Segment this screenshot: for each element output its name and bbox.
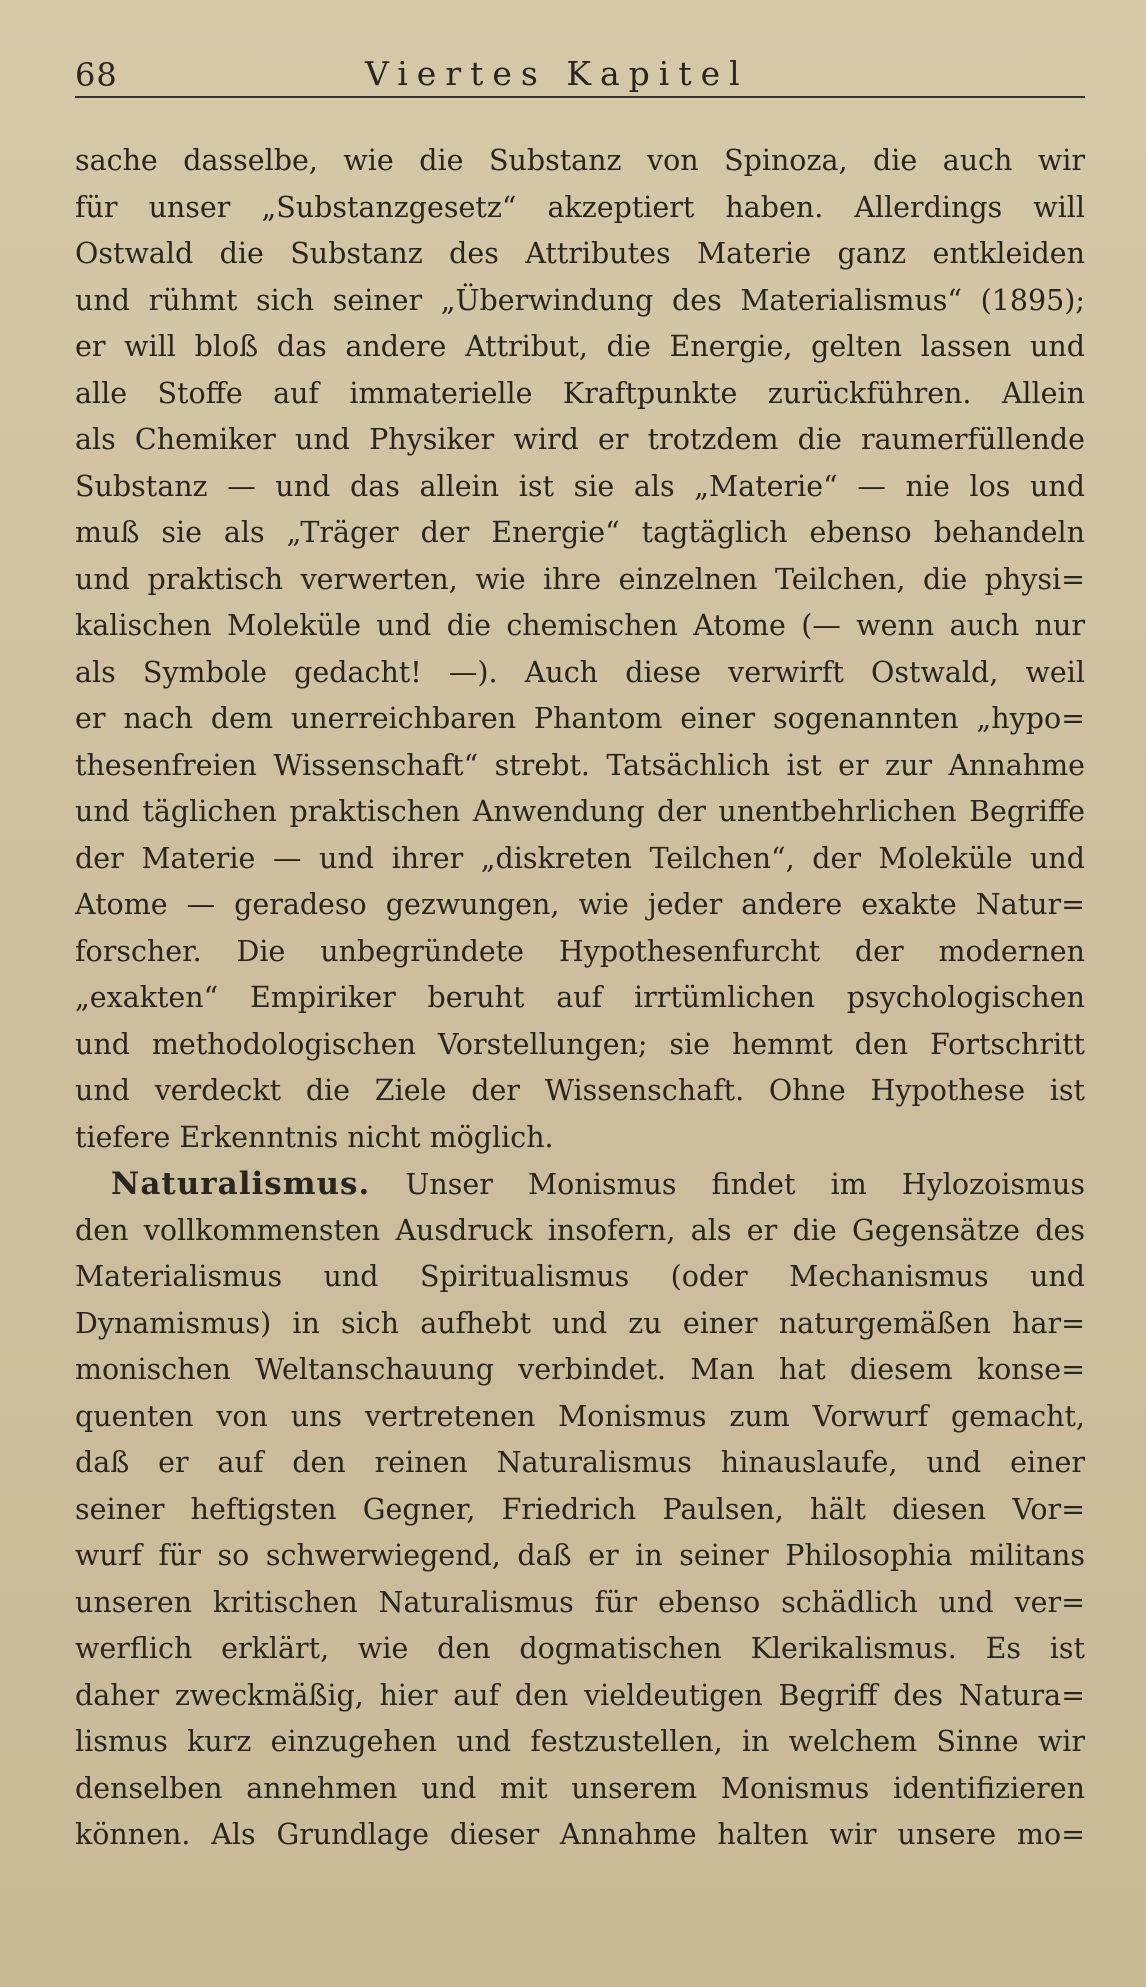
text-line: Substanz — und das allein ist sie als „Materie“ — nie los und: [75, 469, 1085, 503]
text-line: Atome — geradeso gezwungen, wie jeder andere exakte Natur=: [75, 888, 1085, 921]
running-head: Viertes Kapitel: [365, 54, 749, 93]
text-line: er nach dem unerreichbaren Phantom einer sogenannten „hypo=: [75, 702, 1085, 735]
text-line: als Symbole gedacht! —). Auch diese verwirft Ostwald, weil: [75, 655, 1085, 689]
text-line-rest: Unser Monismus findet im Hylozoismus: [405, 1168, 1085, 1201]
text-line: forscher. Die unbegründete Hypothesenfurcht der modernen: [75, 934, 1085, 968]
text-line: für unser „Substanzgesetz“ akzeptiert haben. Allerdings will: [75, 190, 1085, 224]
text-line: sache dasselbe, wie die Substanz von Spinoza, die auch wir: [75, 144, 1085, 177]
page-header: [75, 52, 1085, 98]
text-line: kalischen Moleküle und die chemischen Atome (— wenn auch nur: [75, 609, 1085, 642]
paragraph-continuation: [75, 138, 1085, 1161]
text-line: denselben annehmen und mit unserem Monismus identifizieren: [75, 1771, 1085, 1805]
text-line: monischen Weltanschauung verbindet. Man hat diesem konse=: [75, 1353, 1085, 1386]
text-line: tiefere Erkenntnis nicht möglich.: [75, 1120, 554, 1154]
text-line: thesenfreien Wissenschaft“ strebt. Tatsächlich ist er zur Annahme: [75, 748, 1085, 782]
section-title: Naturalismus.: [111, 1166, 371, 1202]
text-line: er will bloß das andere Attribut, die Energie, gelten lassen und: [75, 330, 1085, 363]
text-line: der Materie — und ihrer „diskreten Teilchen“, der Moleküle und: [75, 841, 1085, 875]
text-line: daß er auf den reinen Naturalismus hinauslaufe, und einer: [75, 1446, 1085, 1479]
text-line: den vollkommensten Ausdruck insofern, als er die Gegensätze des: [75, 1213, 1085, 1247]
text-line: können. Als Grundlage dieser Annahme halten wir unsere mo=: [75, 1818, 1085, 1851]
text-line: lismus kurz einzugehen und festzustellen, in welchem Sinne wir: [75, 1725, 1085, 1758]
text-line: und methodologischen Vorstellungen; sie hemmt den Fortschritt: [75, 1027, 1085, 1061]
text-line: wurf für so schwerwiegend, daß er in seiner Philosophia militans: [75, 1539, 1085, 1572]
text-line-first: [75, 1161, 1085, 1208]
header-rule: [75, 96, 1085, 98]
text-line: daher zweckmäßig, hier auf den vieldeutigen Begriff des Natura=: [75, 1678, 1085, 1712]
text-line: und praktisch verwerten, wie ihre einzelnen Teilchen, die physi=: [75, 562, 1085, 596]
text-line: alle Stoffe auf immaterielle Kraftpunkte zurückführen. Allein: [75, 376, 1085, 410]
text-line: und rühmt sich seiner „Überwindung des Materialismus“ (1895);: [75, 283, 1085, 317]
text-line: unseren kritischen Naturalismus für ebenso schädlich und ver=: [75, 1585, 1085, 1619]
body-text: [75, 138, 1085, 1859]
text-line: und täglichen praktischen Anwendung der unentbehrlichen Begriffe: [75, 795, 1085, 828]
text-line: quenten von uns vertretenen Monismus zum Vorwurf gemacht,: [75, 1399, 1085, 1433]
text-line: Ostwald die Substanz des Attributes Materie ganz entkleiden: [75, 237, 1085, 270]
page-number: 68: [75, 56, 118, 94]
text-line: werflich erklärt, wie den dogmatischen Klerikalismus. Es ist: [75, 1632, 1085, 1665]
text-line: Dynamismus) in sich aufhebt und zu einer naturgemäßen har=: [75, 1306, 1085, 1340]
text-line: als Chemiker und Physiker wird er trotzdem die raumerfüllende: [75, 423, 1085, 456]
text-line: seiner heftigsten Gegner, Friedrich Paulsen, hält diesen Vor=: [75, 1492, 1085, 1526]
text-line: Materialismus und Spiritualismus (oder Mechanismus und: [75, 1260, 1085, 1293]
text-line: „exakten“ Empiriker beruht auf irrtümlichen psychologischen: [75, 981, 1085, 1014]
text-line: und verdeckt die Ziele der Wissenschaft. Ohne Hypothese ist: [75, 1074, 1085, 1107]
text-line: muß sie als „Träger der Energie“ tagtäglich ebenso behandeln: [75, 516, 1085, 549]
paragraph-naturalismus: [75, 1161, 1085, 1859]
